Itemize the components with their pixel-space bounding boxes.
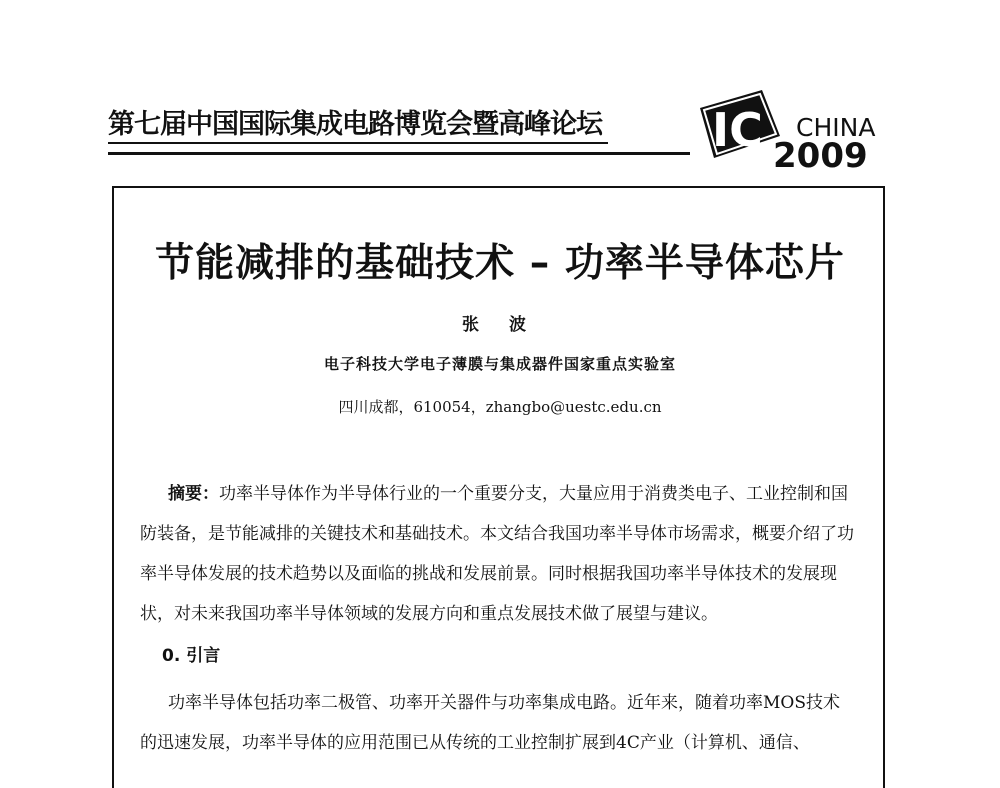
logo-year: 2009 <box>773 136 868 176</box>
abstract-text: 功率半导体作为半导体行业的一个重要分支，大量应用于消费类电子、工业控制和国防装备，是节能减排的关键技术和基础技术。本文结合我国功率半导体市场需求，概要介绍了功率半导体发展的技术趋势以及面临的挑战和发展前景。同时根据我国功率半导体技术的发展现状，对未来我国功率半导体领域的发展方向和重点发展技术做了展望与建议。 <box>140 484 854 624</box>
logo-ic-mark: IC <box>712 103 763 157</box>
logo-china-text: CHINA <box>796 113 876 142</box>
intro-text: 功率半导体包括功率二极管、功率开关器件与功率集成电路。近年来，随着功率MOS技术的迅速发展，功率半导体的应用范围已从传统的工业控制扩展到4C产业（计算机、通信、 <box>140 693 840 753</box>
address-email: 四川成都，610054，zhangbo@uestc.edu.cn <box>338 398 662 416</box>
abstract-label: 摘要： <box>168 484 219 504</box>
author-name: 张 波 <box>462 315 538 335</box>
intro-paragraph <box>140 683 856 763</box>
abstract-paragraph <box>140 474 856 634</box>
header-rule-thin <box>108 142 608 144</box>
conference-title: 第七届中国国际集成电路博览会暨高峰论坛 <box>108 109 602 140</box>
paper-title: 节能减排的基础技术 – 功率半导体芯片 <box>155 241 845 286</box>
section-heading: 0. 引言 <box>162 646 221 666</box>
affiliation: 电子科技大学电子薄膜与集成器件国家重点实验室 <box>323 355 676 373</box>
header-rule-thick <box>108 152 690 155</box>
